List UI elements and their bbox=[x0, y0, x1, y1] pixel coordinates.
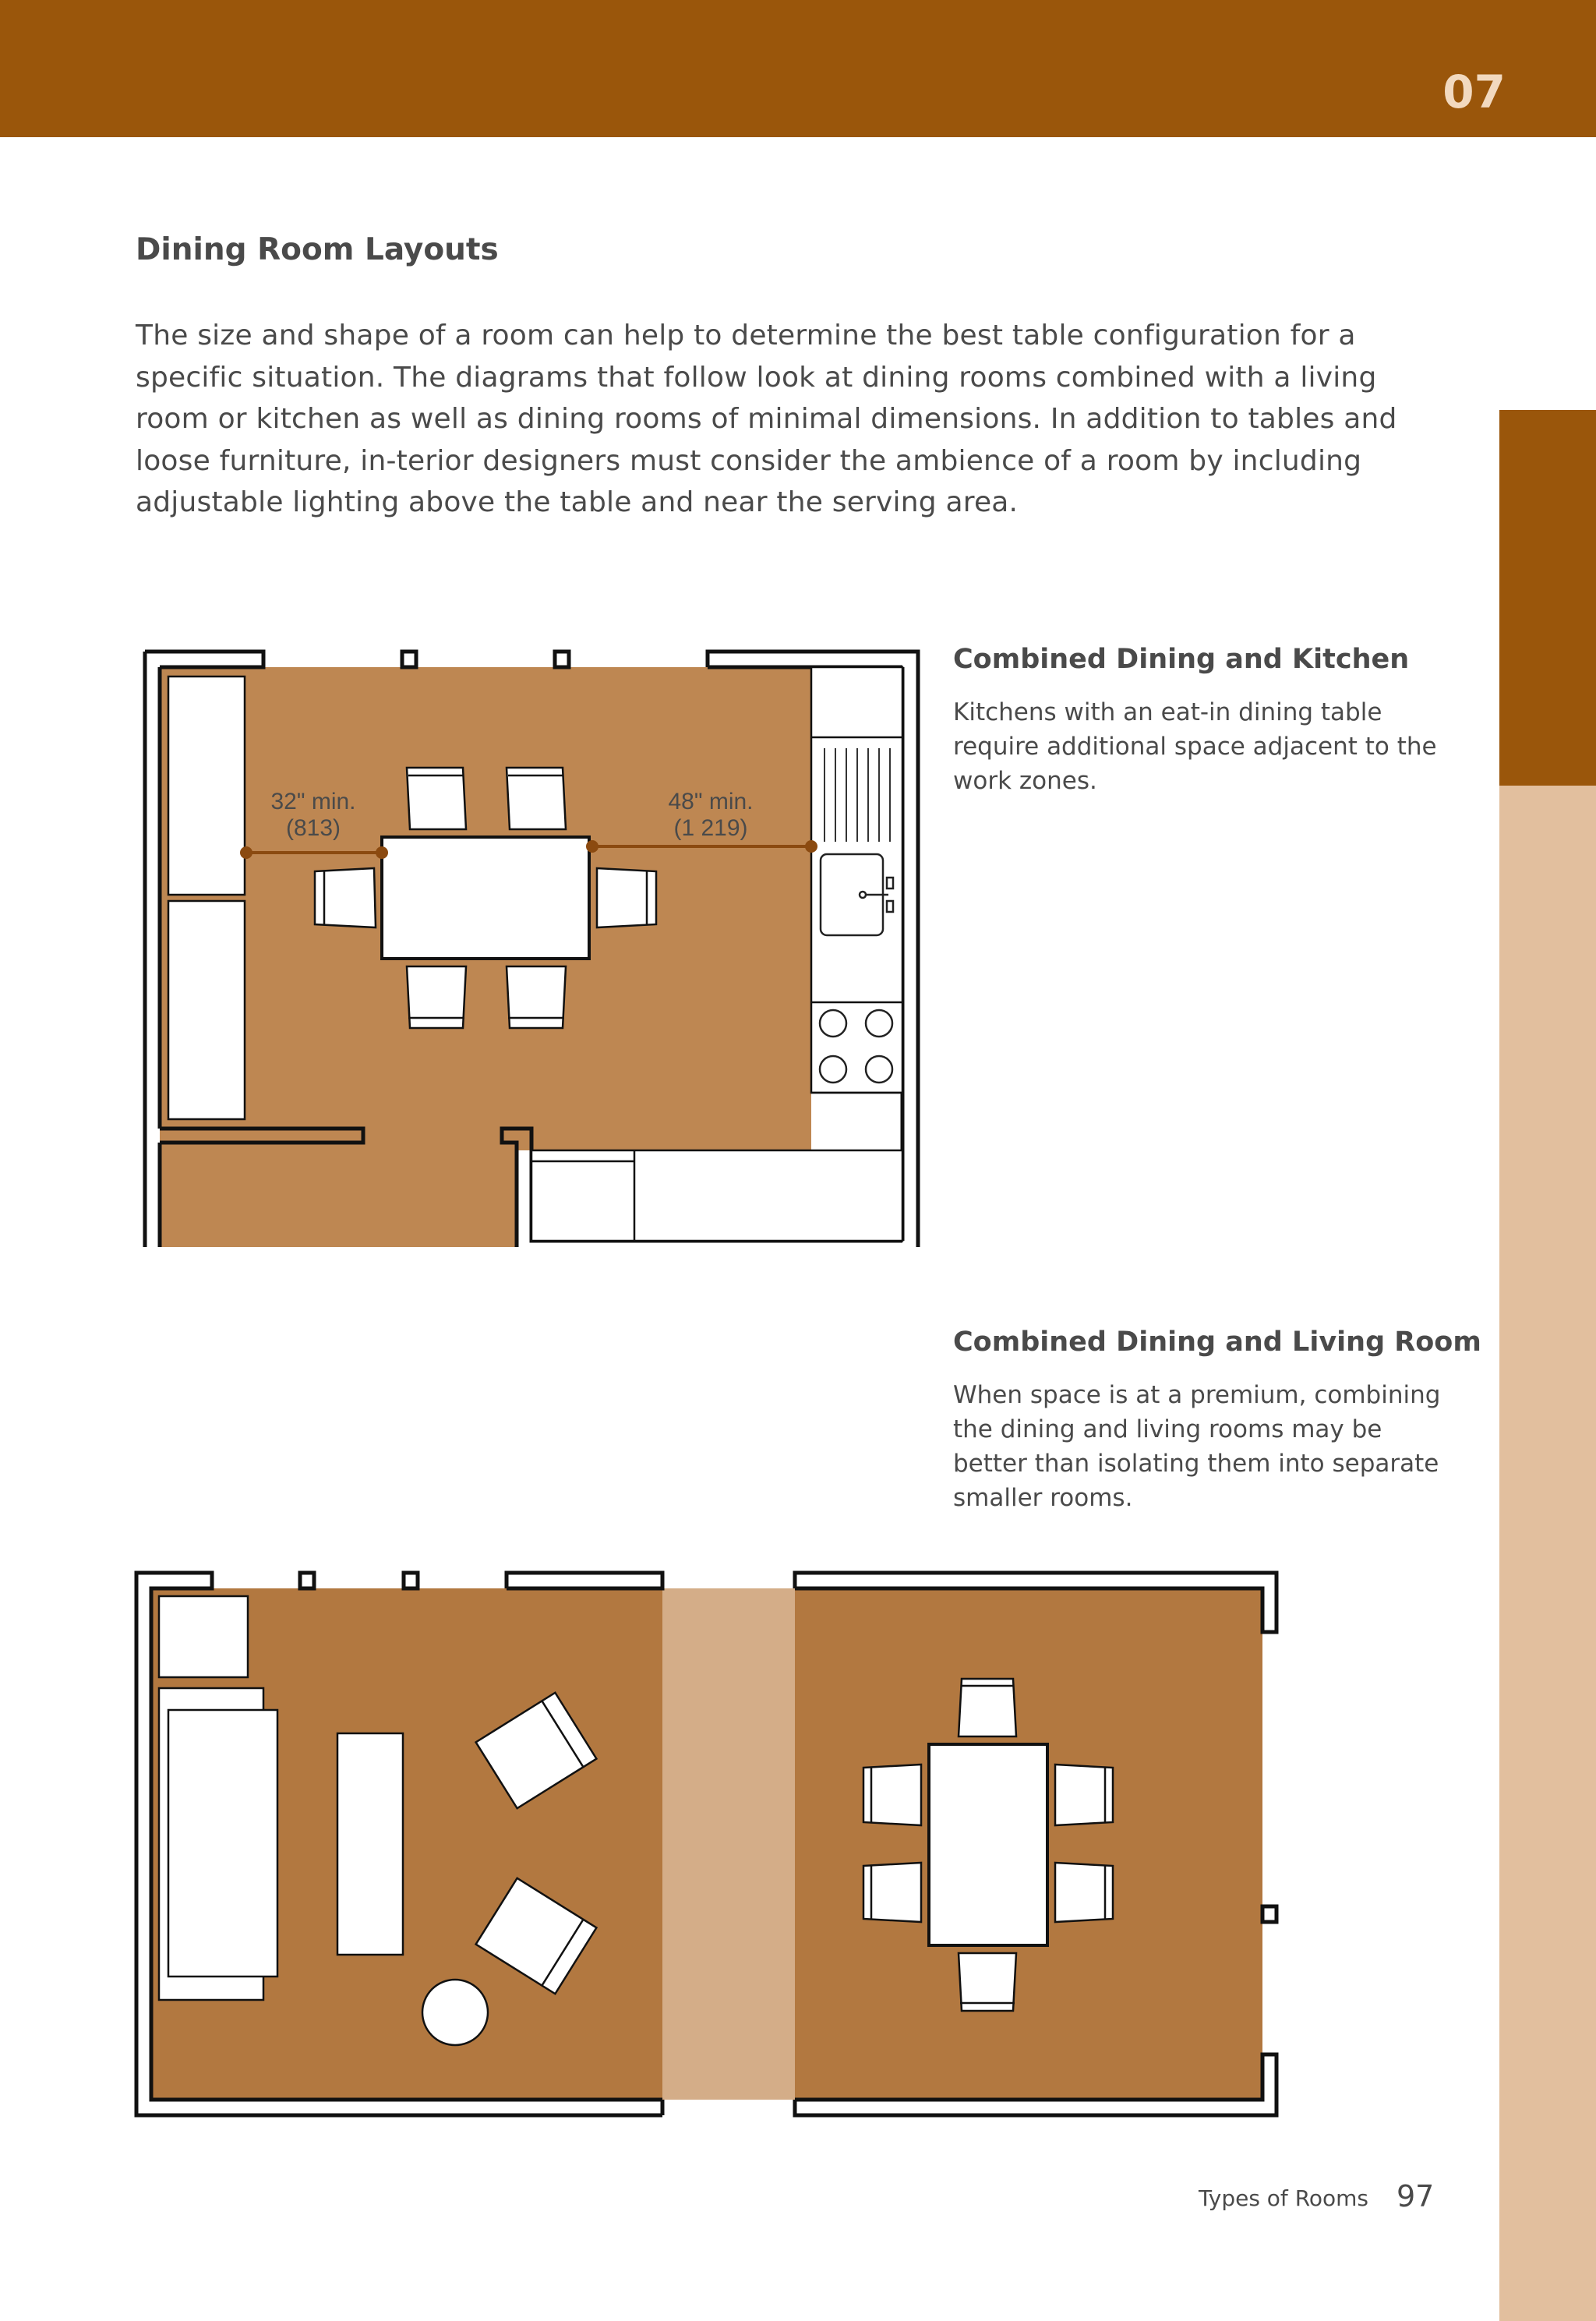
intro-paragraph: The size and shape of a room can help to determine the best table configuration for a specific situation. The diagrams that follow look at dining rooms combined with a living room or kitchen as well as dining rooms of minimal dimensions. In addition to tables and loose furniture, in-terior designers must consider the ambience of a room by including adjustable lighting above the table and near the serving area. bbox=[136, 320, 1397, 518]
end-table bbox=[159, 1596, 248, 1677]
kitchen-section-caption: Kitchens with an eat-in dining table require additional space adjacent to the work zones. bbox=[953, 698, 1437, 795]
chair bbox=[959, 1679, 1016, 1736]
coffee-table bbox=[337, 1733, 403, 1955]
living-section-caption: When space is at a premium, combining the dining and living rooms may be better than isolating them into separate smaller rooms. bbox=[953, 1381, 1441, 1512]
dimension-label: 48" min. bbox=[668, 789, 754, 814]
footer-section-label: Types of Rooms bbox=[1199, 2185, 1369, 2211]
round-side-table bbox=[422, 1980, 488, 2045]
dimension-label: 32" min. bbox=[270, 789, 356, 814]
chapter-number: 07 bbox=[1442, 65, 1506, 118]
page-title: Dining Room Layouts bbox=[136, 232, 499, 267]
dimension-label-metric: (813) bbox=[285, 815, 341, 841]
sofa-seat bbox=[168, 1710, 277, 1977]
page-number: 97 bbox=[1396, 2179, 1435, 2213]
dimension-label-metric: (1 219) bbox=[673, 815, 748, 841]
dining-table bbox=[929, 1744, 1047, 1945]
living-section-title: Combined Dining and Living Room bbox=[953, 1327, 1481, 1358]
passage-floor bbox=[662, 1588, 795, 2100]
kitchen-section-title: Combined Dining and Kitchen bbox=[953, 644, 1410, 675]
